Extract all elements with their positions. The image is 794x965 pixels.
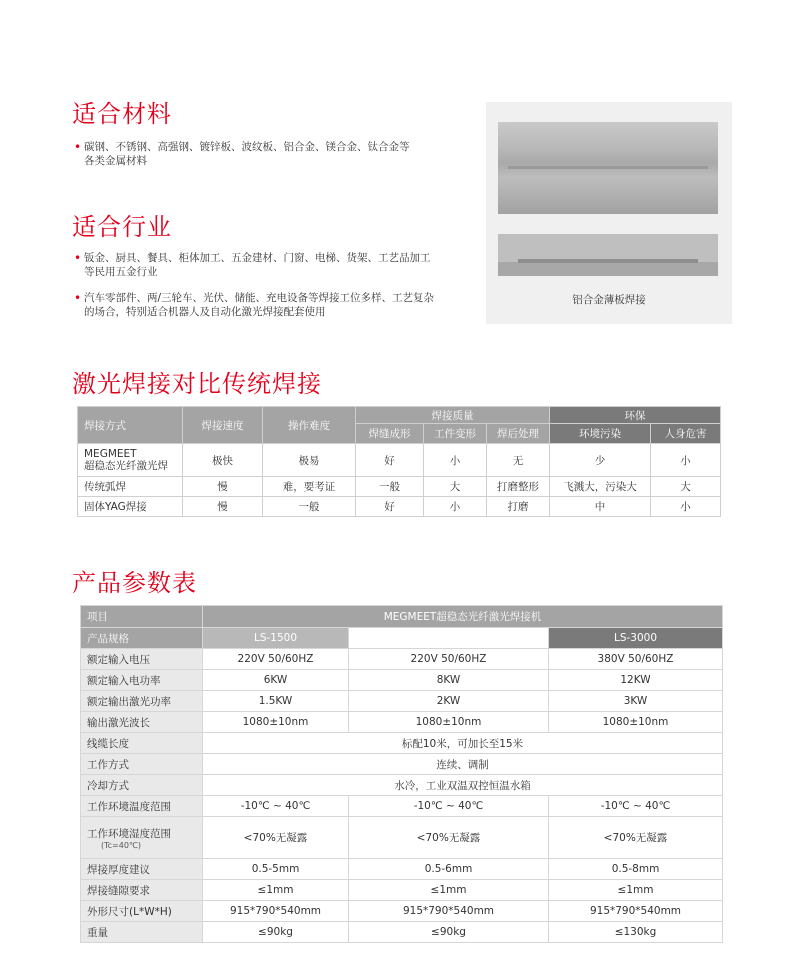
item-label: 项目 bbox=[81, 606, 203, 628]
difficulty-cell: 一般 bbox=[263, 497, 356, 517]
industries-bullet-2 bbox=[74, 291, 435, 319]
seam-cell: 一般 bbox=[356, 477, 424, 497]
param-value: 8KW bbox=[349, 670, 549, 691]
param-label bbox=[81, 649, 203, 670]
flat-plate-weld-image bbox=[498, 122, 718, 214]
param-value: 水冷，工业双温双控恒温水箱 bbox=[203, 775, 723, 796]
param-label-text: 工作方式 bbox=[87, 758, 129, 771]
speed-cell: 极快 bbox=[183, 444, 263, 477]
header-harm: 人身危害 bbox=[651, 424, 721, 444]
seam-cell: 好 bbox=[356, 497, 424, 517]
param-label bbox=[81, 712, 203, 733]
model-cell bbox=[349, 628, 549, 649]
bullet-text-line2: 等民用五金行业 bbox=[84, 266, 158, 278]
param-value: ≤1mm bbox=[203, 880, 349, 901]
deform-cell: 小 bbox=[424, 497, 487, 517]
param-value: <70%无凝露 bbox=[549, 817, 723, 859]
param-label bbox=[81, 796, 203, 817]
harm-cell: 小 bbox=[651, 444, 721, 477]
speed-cell: 慢 bbox=[183, 477, 263, 497]
bullet-dot: • bbox=[74, 291, 82, 305]
param-label bbox=[81, 691, 203, 712]
bullet-dot: • bbox=[74, 140, 82, 154]
param-value: ≤130kg bbox=[549, 922, 723, 943]
materials-bullet bbox=[74, 140, 410, 168]
param-label bbox=[81, 922, 203, 943]
table-row bbox=[81, 754, 723, 775]
param-label-text: 焊接缝隙要求 bbox=[87, 884, 150, 897]
param-value: 2KW bbox=[349, 691, 549, 712]
method-line1: MEGMEET bbox=[84, 448, 137, 460]
deform-cell: 小 bbox=[424, 444, 487, 477]
pollution-cell: 少 bbox=[550, 444, 651, 477]
post-cell: 打磨整形 bbox=[487, 477, 550, 497]
table-row bbox=[78, 477, 721, 497]
bullet-text-line1: 碳钢、不锈钢、高强钢、镀锌板、波纹板、铝合金、镁合金、钛合金等 bbox=[84, 141, 410, 153]
param-label-text: 额定输入电压 bbox=[87, 653, 150, 666]
table-row bbox=[81, 817, 723, 859]
param-value: 标配10米，可加长至15米 bbox=[203, 733, 723, 754]
spec-label: 产品规格 bbox=[81, 628, 203, 649]
param-value: -10℃ ~ 40℃ bbox=[549, 796, 723, 817]
industries-title: 适合行业 bbox=[72, 213, 172, 241]
param-value: 380V 50/60HZ bbox=[549, 649, 723, 670]
param-value: 915*790*540mm bbox=[349, 901, 549, 922]
param-value: 1080±10nm bbox=[203, 712, 349, 733]
bullet-text-line2: 各类金属材料 bbox=[84, 155, 147, 167]
header-speed: 焊接速度 bbox=[183, 407, 263, 444]
param-value: 3KW bbox=[549, 691, 723, 712]
method-cell bbox=[78, 444, 183, 477]
param-label-text: 工作环境温度范围 bbox=[87, 800, 171, 813]
table-row bbox=[81, 859, 723, 880]
param-value: ≤90kg bbox=[203, 922, 349, 943]
bullet-text-line1: 汽车零部件、两/三轮车、光伏、储能、充电设备等焊接工位多样、工艺复杂 bbox=[84, 292, 435, 304]
header-seam: 焊缝成形 bbox=[356, 424, 424, 444]
post-cell: 打磨 bbox=[487, 497, 550, 517]
param-value: -10℃ ~ 40℃ bbox=[349, 796, 549, 817]
param-label bbox=[81, 775, 203, 796]
param-value: ≤1mm bbox=[349, 880, 549, 901]
seam-cell: 好 bbox=[356, 444, 424, 477]
header-post: 焊后处理 bbox=[487, 424, 550, 444]
header-difficulty: 操作难度 bbox=[263, 407, 356, 444]
param-label-text: 输出激光波长 bbox=[87, 716, 150, 729]
table-row bbox=[81, 901, 723, 922]
param-value: 220V 50/60HZ bbox=[203, 649, 349, 670]
param-value: 1080±10nm bbox=[549, 712, 723, 733]
bullet-text-line1: 钣金、厨具、餐具、柜体加工、五金建材、门窗、电梯、货架、工艺品加工 bbox=[84, 252, 431, 264]
header-pollution: 环境污染 bbox=[550, 424, 651, 444]
bullet-dot: • bbox=[74, 251, 82, 265]
param-value: 1080±10nm bbox=[349, 712, 549, 733]
pollution-cell: 飞溅大，污染大 bbox=[550, 477, 651, 497]
params-title: 产品参数表 bbox=[72, 569, 197, 597]
comparison-table bbox=[77, 406, 721, 517]
model-cell: LS-3000 bbox=[549, 628, 723, 649]
param-value: 0.5-8mm bbox=[549, 859, 723, 880]
table-row bbox=[81, 796, 723, 817]
header-quality: 焊接质量 bbox=[356, 407, 550, 424]
param-value: 915*790*540mm bbox=[549, 901, 723, 922]
param-label bbox=[81, 859, 203, 880]
product-header: MEGMEET超稳态光纤激光焊接机 bbox=[203, 606, 723, 628]
table-row bbox=[81, 922, 723, 943]
param-label-text: 额定输出激光功率 bbox=[87, 695, 171, 708]
table-row bbox=[81, 712, 723, 733]
header-deform: 工件变形 bbox=[424, 424, 487, 444]
harm-cell: 大 bbox=[651, 477, 721, 497]
table-row bbox=[81, 691, 723, 712]
param-label-text: 线缆长度 bbox=[87, 737, 129, 750]
difficulty-cell: 难，要考证 bbox=[263, 477, 356, 497]
bullet-text-line2: 的场合，特别适合机器人及自动化激光焊接配套使用 bbox=[84, 306, 326, 318]
table-row bbox=[78, 497, 721, 517]
param-value: 1.5KW bbox=[203, 691, 349, 712]
header-method: 焊接方式 bbox=[78, 407, 183, 444]
param-value: ≤90kg bbox=[349, 922, 549, 943]
param-label bbox=[81, 670, 203, 691]
comparison-title: 激光焊接对比传统焊接 bbox=[72, 370, 322, 398]
param-label-text: 工作环境湿度范围 bbox=[87, 827, 171, 840]
param-value: 6KW bbox=[203, 670, 349, 691]
param-value: 12KW bbox=[549, 670, 723, 691]
param-label-text: 重量 bbox=[87, 926, 108, 939]
difficulty-cell: 极易 bbox=[263, 444, 356, 477]
param-label bbox=[81, 817, 203, 859]
method-cell: 固体YAG焊接 bbox=[78, 497, 183, 517]
model-cell: LS-1500 bbox=[203, 628, 349, 649]
fillet-weld-image bbox=[498, 234, 718, 276]
param-value: 连续、调制 bbox=[203, 754, 723, 775]
param-label-text: 外形尺寸(L*W*H) bbox=[87, 905, 172, 918]
params-table bbox=[80, 605, 723, 943]
param-label bbox=[81, 880, 203, 901]
param-label bbox=[81, 754, 203, 775]
param-label bbox=[81, 901, 203, 922]
header-env: 环保 bbox=[550, 407, 721, 424]
param-value: <70%无凝露 bbox=[349, 817, 549, 859]
param-label-text: 焊接厚度建议 bbox=[87, 863, 150, 876]
table-row bbox=[81, 733, 723, 754]
param-value: 0.5-5mm bbox=[203, 859, 349, 880]
param-value: 220V 50/60HZ bbox=[349, 649, 549, 670]
industries-bullet-1 bbox=[74, 251, 431, 279]
param-sublabel: (Tc=40℃) bbox=[101, 840, 142, 850]
harm-cell: 小 bbox=[651, 497, 721, 517]
param-label-text: 额定输入电功率 bbox=[87, 674, 161, 687]
deform-cell: 大 bbox=[424, 477, 487, 497]
post-cell: 无 bbox=[487, 444, 550, 477]
image-caption: 铝合金薄板焊接 bbox=[572, 294, 646, 306]
speed-cell: 慢 bbox=[183, 497, 263, 517]
materials-title: 适合材料 bbox=[72, 100, 172, 128]
param-value: ≤1mm bbox=[549, 880, 723, 901]
param-label-text: 冷却方式 bbox=[87, 779, 129, 792]
pollution-cell: 中 bbox=[550, 497, 651, 517]
param-label bbox=[81, 733, 203, 754]
method-line2: 超稳态光纤激光焊 bbox=[84, 460, 168, 472]
table-row bbox=[78, 444, 721, 477]
param-value: 915*790*540mm bbox=[203, 901, 349, 922]
table-row bbox=[81, 649, 723, 670]
param-value: -10℃ ~ 40℃ bbox=[203, 796, 349, 817]
table-row bbox=[81, 880, 723, 901]
param-value: 0.5-6mm bbox=[349, 859, 549, 880]
table-row bbox=[81, 775, 723, 796]
weld-sample-image-panel bbox=[486, 102, 732, 324]
param-value: <70%无凝露 bbox=[203, 817, 349, 859]
method-cell: 传统弧焊 bbox=[78, 477, 183, 497]
table-row bbox=[81, 670, 723, 691]
